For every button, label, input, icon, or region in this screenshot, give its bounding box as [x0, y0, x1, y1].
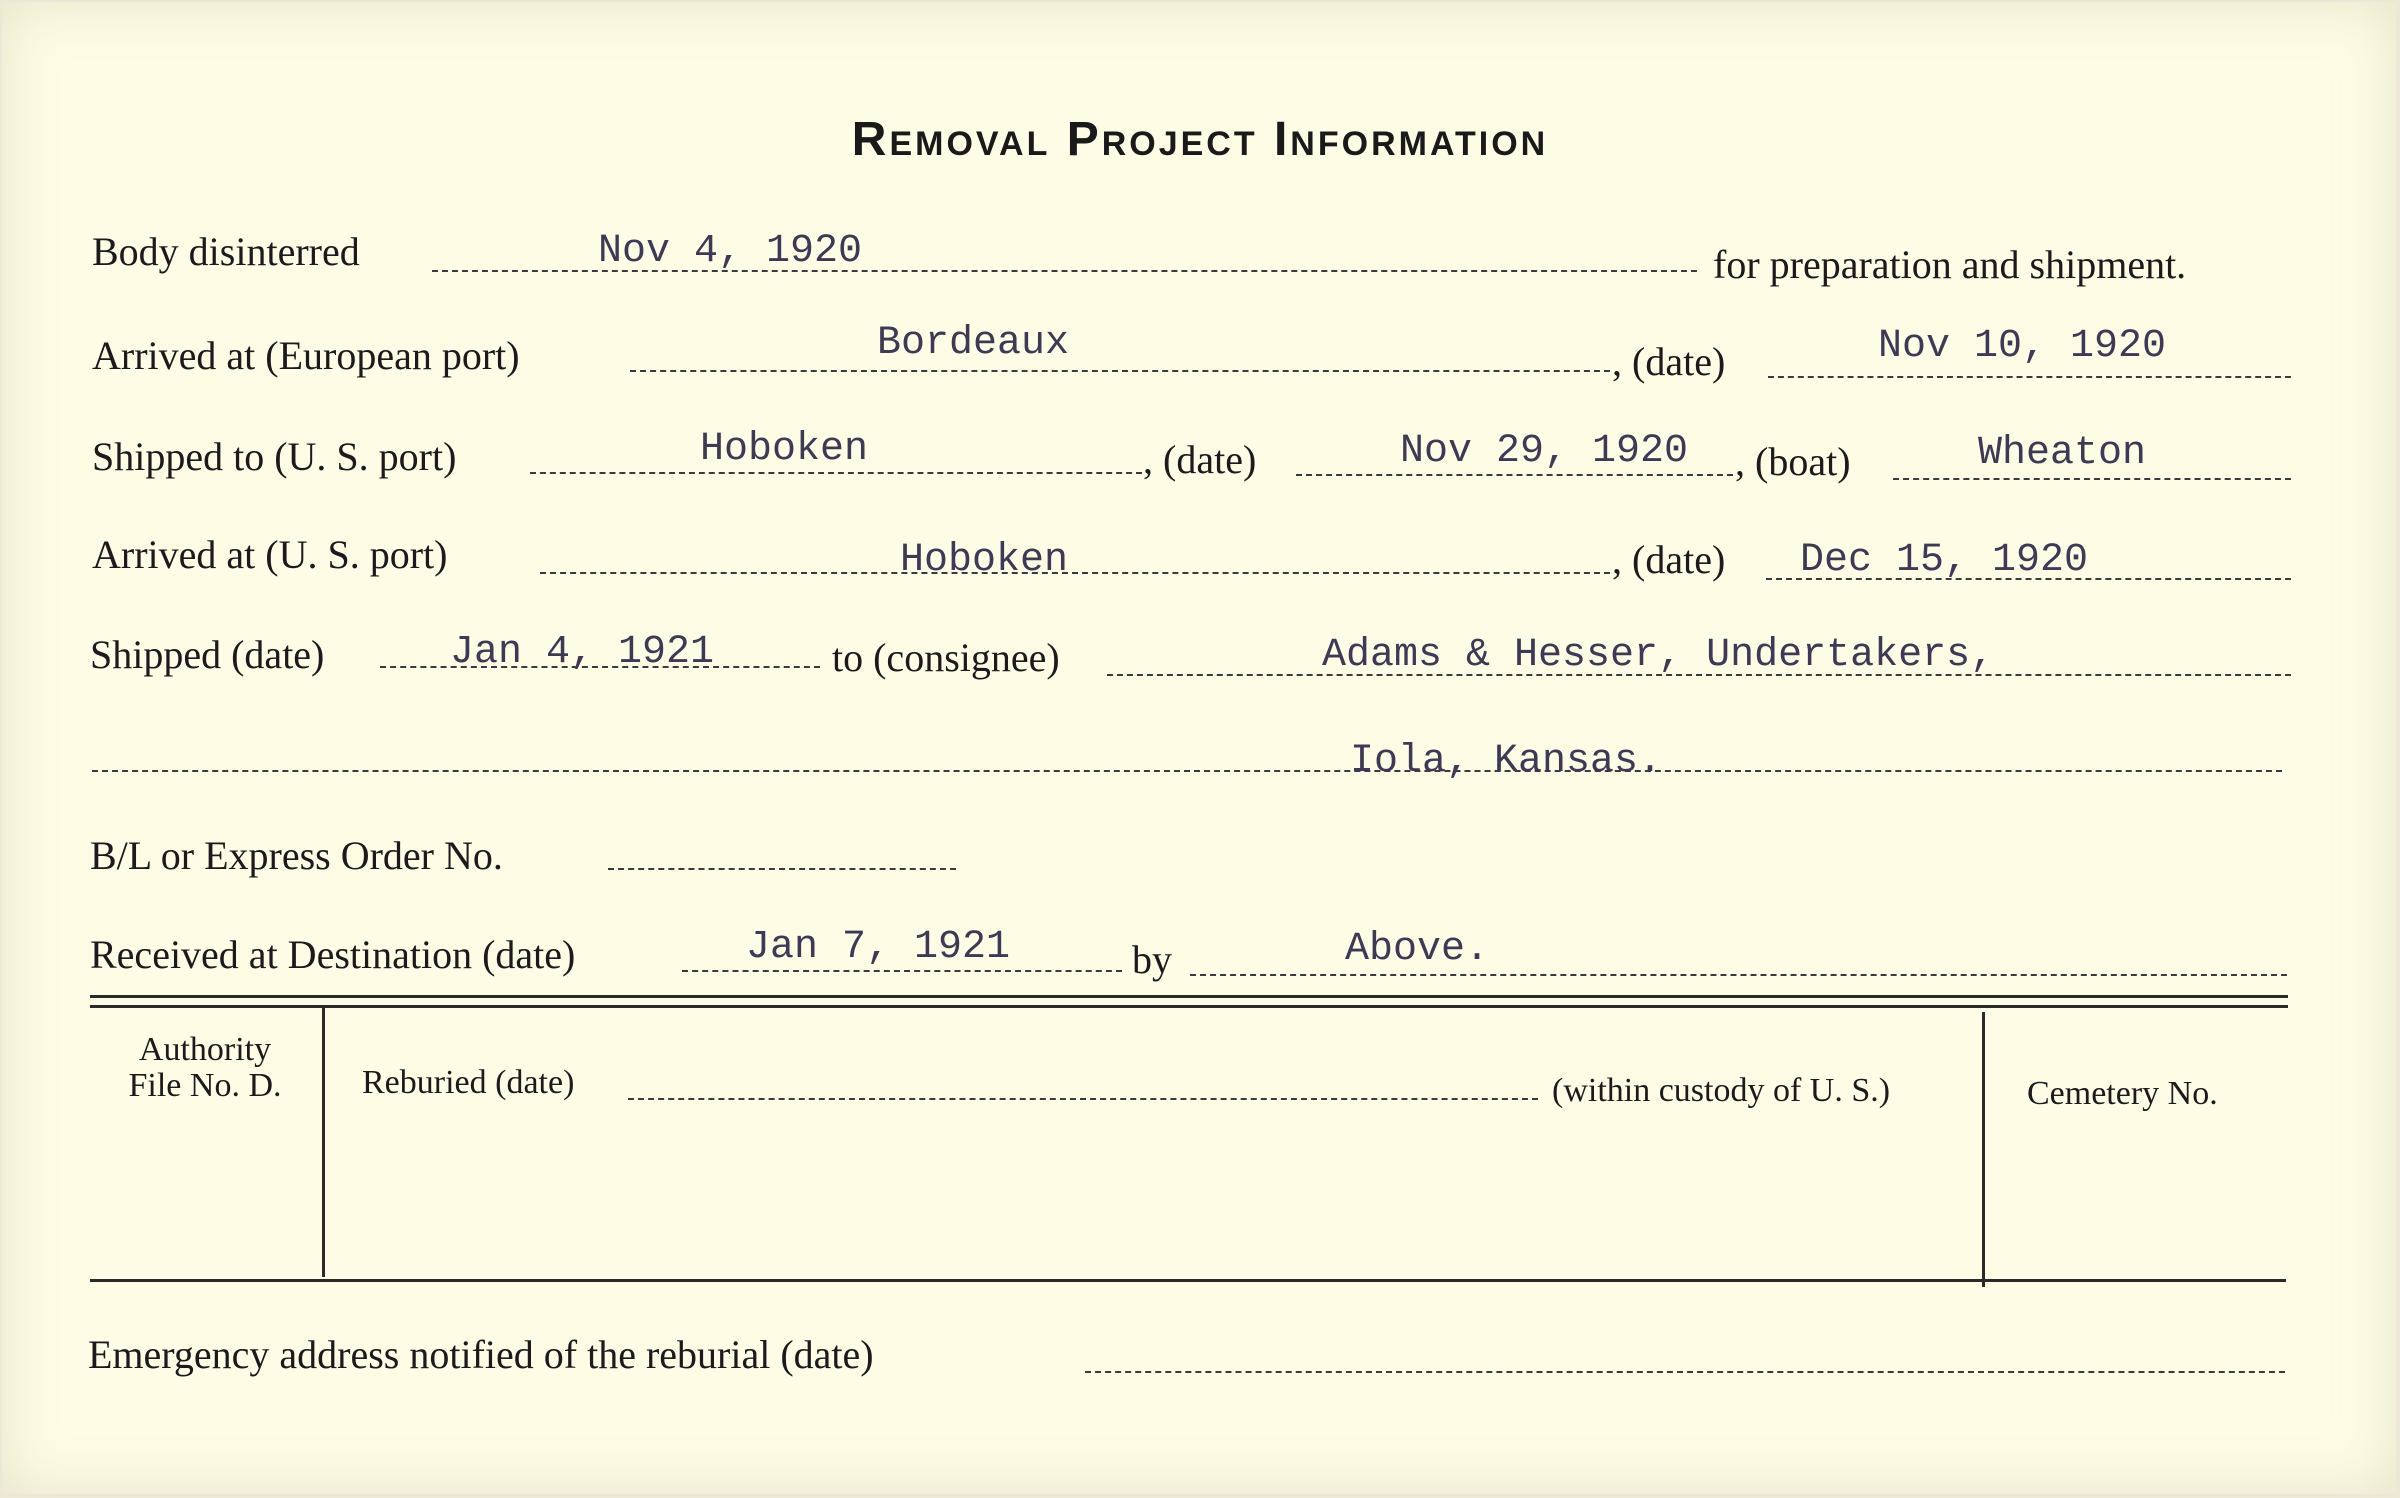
shipped-us-port-label: Shipped to (U. S. port) [92, 434, 457, 479]
authority-label [95, 1032, 315, 1104]
european-port-date-line [1768, 376, 2291, 378]
consignee-line-2 [92, 770, 2282, 772]
us-port-shipped-date-label: , (date) [1143, 437, 1257, 482]
emergency-label: Emergency address notified of the reburial (date) [88, 1332, 874, 1377]
for-preparation-label: for preparation and shipment. [1713, 242, 2187, 287]
record-card [2, 2, 2396, 1494]
shipped-date-label: Shipped (date) [90, 632, 325, 677]
received-date-line [682, 970, 1122, 972]
received-date-value: Jan 7, 1921 [746, 925, 1011, 970]
us-port-arrived-line [540, 572, 1610, 574]
authority-column-divider [322, 1007, 325, 1277]
received-label: Received at Destination (date) [90, 932, 576, 977]
us-port-shipped-date-line [1296, 474, 1733, 476]
received-by-value: Above. [1345, 927, 1490, 972]
box-bottom-rule [90, 1279, 2286, 1282]
custody-label: (within custody of U. S.) [1552, 1072, 1891, 1109]
emergency-date-line [1085, 1371, 2285, 1373]
body-disinterred-label: Body disinterred [92, 229, 360, 274]
authority-label-line1: Authority [138, 1031, 272, 1068]
european-port-line [630, 370, 1610, 372]
cemetery-column-divider [1982, 1012, 1985, 1287]
cemetery-label: Cemetery No. [2027, 1075, 2218, 1112]
us-port-shipped-date-value: Nov 29, 1920 [1400, 429, 1689, 474]
bl-order-label: B/L or Express Order No. [90, 833, 503, 878]
section-divider-top [90, 995, 2288, 998]
boat-value: Wheaton [1978, 431, 2147, 476]
us-port-arrived-value: Hoboken [900, 538, 1069, 583]
us-port-shipped-line [530, 472, 1142, 474]
us-port-arrived-date-value: Dec 15, 1920 [1800, 538, 2089, 583]
shipped-date-value: Jan 4, 1921 [450, 630, 715, 675]
received-by-label: by [1132, 937, 1172, 982]
reburied-label: Reburied (date) [362, 1064, 575, 1101]
arrived-european-port-label: Arrived at (European port) [92, 333, 520, 378]
bl-order-line [608, 868, 956, 870]
consignee-line2-value: Iola, Kansas. [1350, 739, 1663, 784]
section-divider-bottom [90, 1005, 2288, 1008]
european-port-value: Bordeaux [877, 321, 1070, 366]
received-by-line [1190, 974, 2287, 976]
boat-line [1893, 478, 2291, 480]
european-port-date-label: , (date) [1612, 339, 1726, 384]
us-port-arrived-date-label: , (date) [1612, 537, 1726, 582]
us-port-shipped-value: Hoboken [700, 427, 869, 472]
authority-label-line2: File No. D. [128, 1067, 282, 1104]
page-title: Removal Project Information [851, 113, 1549, 166]
reburied-date-line [628, 1098, 1538, 1100]
consignee-label: to (consignee) [832, 635, 1060, 680]
arrived-us-port-label: Arrived at (U. S. port) [92, 532, 448, 577]
disinterred-date-value: Nov 4, 1920 [598, 229, 863, 274]
european-port-date-value: Nov 10, 1920 [1878, 324, 2167, 369]
consignee-line1-value: Adams & Hesser, Undertakers, [1322, 633, 1995, 678]
boat-label: , (boat) [1735, 439, 1851, 484]
